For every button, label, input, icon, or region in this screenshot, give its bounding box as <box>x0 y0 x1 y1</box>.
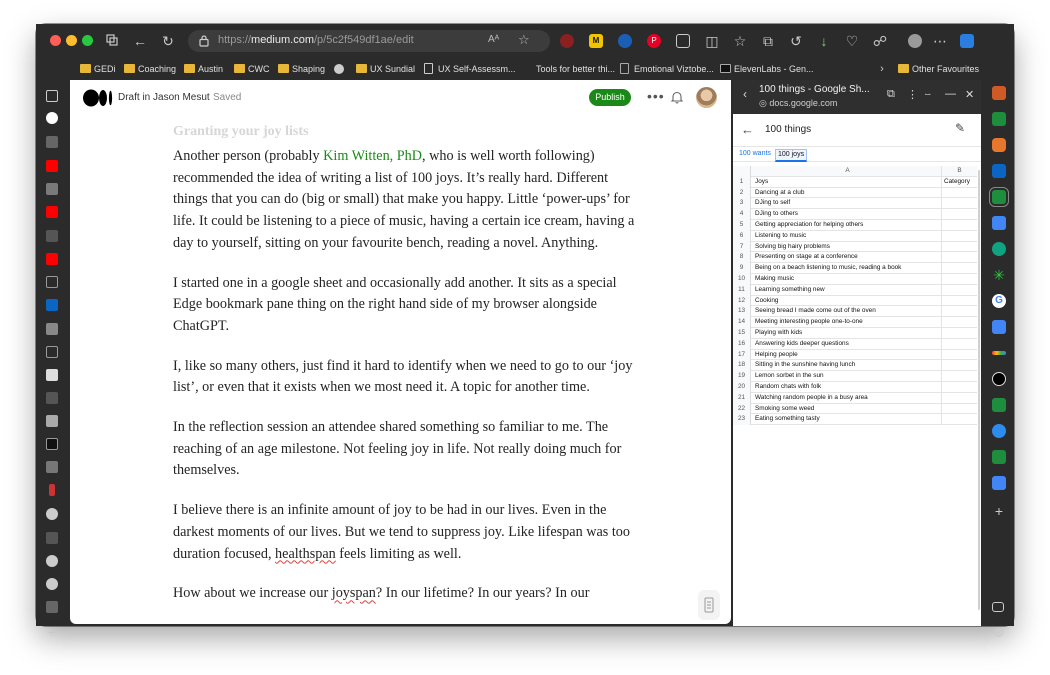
cell-joy[interactable]: Random chats with folk <box>755 382 822 390</box>
cell-category[interactable] <box>941 317 977 328</box>
extension-blue-icon[interactable] <box>618 34 632 48</box>
folder-icon <box>124 64 135 73</box>
profile-avatar[interactable] <box>908 34 922 48</box>
tab-generic[interactable] <box>49 484 55 496</box>
google-sheets-icon[interactable] <box>992 112 1006 126</box>
table-row[interactable] <box>733 177 977 188</box>
sparkle-icon[interactable]: ✳ <box>993 267 1005 283</box>
tab-medium[interactable] <box>46 112 58 124</box>
tab-100-wants[interactable]: 100 wants <box>739 150 771 157</box>
row-number[interactable]: 16 <box>733 339 751 350</box>
cell-joy[interactable]: Cooking <box>755 296 779 304</box>
folder-icon <box>278 64 289 73</box>
minimize-window-button[interactable] <box>66 35 77 46</box>
chatgpt-icon[interactable] <box>992 242 1006 256</box>
extension-red-icon[interactable] <box>560 34 574 48</box>
tab-google[interactable] <box>46 578 58 590</box>
vertical-tabs-strip <box>36 80 68 640</box>
pin-icon[interactable]: ⧿ <box>925 88 931 100</box>
paragraph-2[interactable]: I started one in a google sheet and occasionally add another. It sits as a special Edge bookmark pane thing on the right hand side of my browser alongside ChatGPT. <box>173 274 617 334</box>
cell-joy[interactable]: Seeing bread I made come out of the oven <box>755 307 876 315</box>
tab-actions-icon[interactable] <box>46 90 58 102</box>
cell-joy[interactable]: Playing with kids <box>755 328 803 336</box>
back-arrow-icon[interactable]: ← <box>133 33 147 49</box>
sheet-tabs <box>733 146 981 162</box>
lock-icon <box>198 34 210 47</box>
linkedin-icon[interactable] <box>992 164 1006 178</box>
cell-joy[interactable]: Learning something new <box>755 285 825 293</box>
row-number[interactable]: 5 <box>733 220 751 231</box>
maximize-window-button[interactable] <box>82 35 93 46</box>
tab-google[interactable] <box>46 555 58 567</box>
row-number[interactable]: 7 <box>733 242 751 253</box>
extension-puzzle-icon[interactable] <box>676 34 690 48</box>
google-icon[interactable]: G <box>992 294 1006 308</box>
table-row[interactable] <box>733 371 977 382</box>
column-a-header[interactable]: A <box>845 167 850 174</box>
cell-category[interactable] <box>941 274 977 285</box>
close-window-button[interactable] <box>50 35 61 46</box>
google-sheets-icon[interactable] <box>992 450 1006 464</box>
notification-bell-icon[interactable] <box>670 90 684 104</box>
row-number[interactable]: 13 <box>733 306 751 317</box>
panel-scrollbar[interactable] <box>978 170 980 610</box>
tab-generic[interactable] <box>46 136 58 148</box>
cell-category[interactable] <box>941 404 977 415</box>
cell-category[interactable] <box>941 360 977 371</box>
cell-joy[interactable]: Dancing at a club <box>755 188 805 196</box>
close-icon[interactable]: ✕ <box>965 89 975 101</box>
table-row[interactable] <box>733 220 977 231</box>
tab-generic[interactable] <box>46 601 58 613</box>
spellcheck-word[interactable]: healthspan <box>275 545 336 562</box>
page-icon <box>720 64 731 73</box>
cell-category[interactable] <box>941 263 977 274</box>
bookmark-other-favourites[interactable]: Other Favourites <box>898 61 979 77</box>
cell-category[interactable]: Category <box>941 177 977 188</box>
bookmark-emotional-viztobe[interactable]: Emotional Viztobe... <box>620 61 714 77</box>
minimize-icon[interactable]: — <box>945 88 956 100</box>
row-number[interactable]: 21 <box>733 393 751 404</box>
row-number[interactable]: 6 <box>733 231 751 242</box>
page-icon <box>620 63 629 74</box>
user-avatar[interactable] <box>696 87 717 108</box>
cell-joy[interactable]: Joys <box>755 177 769 185</box>
table-row[interactable] <box>733 274 977 285</box>
cell-category[interactable] <box>941 393 977 404</box>
row-number[interactable]: 4 <box>733 209 751 220</box>
cell-joy[interactable]: Smoking some weed <box>755 404 815 412</box>
row-number[interactable]: 15 <box>733 328 751 339</box>
tab-page[interactable] <box>46 276 58 288</box>
sidebar-panel-header <box>733 80 981 114</box>
edit-pencil-icon[interactable]: ✎ <box>955 121 966 135</box>
favorites-icon[interactable]: ☆ <box>733 33 747 49</box>
table-row[interactable] <box>733 296 977 307</box>
grammar-assistant-icon[interactable] <box>698 590 720 620</box>
bookmark-austin[interactable]: Austin <box>184 61 223 77</box>
draft-location: Draft in Jason Mesut <box>118 92 210 103</box>
cell-joy[interactable]: Making music <box>755 274 795 282</box>
cell-joy[interactable]: Lemon sorbet in the sun <box>755 372 824 380</box>
cell-category[interactable] <box>941 285 977 296</box>
back-arrow-icon[interactable]: ← <box>741 122 754 137</box>
tab-generic[interactable] <box>46 415 58 427</box>
google-docs-icon[interactable] <box>992 476 1006 490</box>
author-link[interactable]: Kim Witten, PhD <box>323 148 423 164</box>
table-row[interactable] <box>733 285 977 296</box>
corner-cell[interactable] <box>733 166 751 177</box>
cell-category[interactable] <box>941 231 977 242</box>
page-icon <box>424 63 433 74</box>
row-number[interactable]: 8 <box>733 252 751 263</box>
tab-page[interactable] <box>46 346 58 358</box>
favorites-bar <box>36 58 1014 80</box>
row-number[interactable]: 10 <box>733 274 751 285</box>
cell-category[interactable] <box>941 414 977 425</box>
google-sheets-icon[interactable] <box>992 398 1006 412</box>
more-options-icon[interactable]: ••• <box>647 88 665 104</box>
cell-joy[interactable]: Watching random people in a busy area <box>755 393 868 401</box>
cell-joy[interactable]: Sitting in the sunshine having lunch <box>755 361 856 369</box>
table-row[interactable] <box>733 242 977 253</box>
downloads-icon[interactable]: ↓ <box>820 33 828 49</box>
tab-generic[interactable] <box>46 323 58 335</box>
tab-google[interactable] <box>46 508 58 520</box>
browser-essentials-icon[interactable]: ☍ <box>872 33 888 49</box>
spellcheck-word[interactable]: joyspan <box>331 585 376 602</box>
cell-joy[interactable]: Getting appreciation for helping others <box>755 220 864 228</box>
cell-category[interactable] <box>941 371 977 382</box>
cell-category[interactable] <box>941 296 977 307</box>
table-row[interactable] <box>733 360 977 371</box>
cell-category[interactable] <box>941 252 977 263</box>
tab-amazon[interactable] <box>46 369 58 381</box>
table-row[interactable] <box>733 188 977 199</box>
paragraph-3[interactable]: I, like so many others, just find it hard to identify when we need to go to our ‘joy list’, or even that it exists when we most need it. A topic for another time. <box>173 357 633 396</box>
row-number[interactable]: 23 <box>733 414 751 425</box>
google-docs-icon[interactable] <box>992 320 1006 334</box>
paragraph-6[interactable]: How about we increase our joyspan? In our lifetime? In our years? In our <box>173 585 590 602</box>
row-number[interactable]: 9 <box>733 263 751 274</box>
cell-joy[interactable]: Listening to music <box>755 231 807 239</box>
tab-image[interactable] <box>46 183 58 195</box>
table-row[interactable] <box>733 306 977 317</box>
tab-youtube[interactable] <box>46 253 58 265</box>
row-number[interactable]: 14 <box>733 317 751 328</box>
sidebar-panel <box>733 80 981 626</box>
tab-generic[interactable] <box>46 392 58 404</box>
bookmark-ux-sundial[interactable]: UX Sundial <box>356 61 415 77</box>
table-row[interactable] <box>733 404 977 415</box>
cell-joy[interactable]: DJing to others <box>755 210 798 218</box>
cell-joy[interactable]: Helping people <box>755 350 798 358</box>
app-icon[interactable] <box>992 351 1006 355</box>
cell-joy[interactable]: Presenting on stage at a conference <box>755 253 858 261</box>
article-body[interactable] <box>173 146 635 623</box>
bookmark-elevenlabs[interactable]: ElevenLabs - Gen... <box>720 61 814 77</box>
cell-category[interactable] <box>941 188 977 199</box>
table-row[interactable] <box>733 339 977 350</box>
title-bar <box>36 24 1014 58</box>
edge-sidebar <box>984 80 1014 640</box>
table-row[interactable] <box>733 209 977 220</box>
cell-category[interactable] <box>941 198 977 209</box>
table-row[interactable] <box>733 350 977 361</box>
medium-logo[interactable] <box>83 89 113 107</box>
history-icon[interactable]: ↺ <box>790 33 802 49</box>
url-text: https://medium.com/p/5c2f549df1ae/edit <box>218 34 414 46</box>
browser-window <box>36 24 1014 640</box>
bookmark-dot-icon[interactable] <box>334 64 344 74</box>
copilot-icon[interactable] <box>960 34 974 48</box>
row-number[interactable]: 3 <box>733 198 751 209</box>
tab-generic[interactable] <box>46 230 58 242</box>
folder-icon <box>80 64 91 73</box>
google-calendar-icon[interactable] <box>992 216 1006 230</box>
bookmark-cwc[interactable]: CWC <box>234 61 270 77</box>
cell-category[interactable] <box>941 306 977 317</box>
sheet-title: 100 things <box>765 124 812 135</box>
cell-joy[interactable]: Being on a beach listening to music, reading a book <box>755 264 902 272</box>
column-header-row <box>733 166 977 177</box>
performance-icon[interactable]: ♡ <box>845 33 859 49</box>
row-number[interactable]: 12 <box>733 296 751 307</box>
table-row[interactable] <box>733 198 977 209</box>
bookmark-shaping[interactable]: Shaping <box>278 61 325 77</box>
table-row[interactable] <box>733 414 977 425</box>
tools-icon[interactable] <box>992 86 1006 100</box>
table-row[interactable] <box>733 317 977 328</box>
read-aloud-icon[interactable]: Aᴬ <box>488 34 500 45</box>
cell-category[interactable] <box>941 339 977 350</box>
panel-domain: ◎ docs.google.com <box>759 98 838 108</box>
cell-category[interactable] <box>941 209 977 220</box>
bookmark-gedi[interactable]: GEDi <box>80 61 116 77</box>
paragraph-1[interactable]: Another person (probably Kim Witten, PhD, who is well worth following) recommended the idea of writing a list of 100 joys. It’s really hard. Different things that you can do (big or small) that make you happy. Little ‘power-ups’ for life. It could be listening to a piece of music, having a certain ice cream, having a day to yourself, sitting on your favourite bench, reading a novel. Anything. <box>173 148 635 251</box>
panel-page-title: 100 things - Google Sh... <box>759 84 870 95</box>
cell-joy[interactable]: Meeting interesting people one-to-one <box>755 318 863 326</box>
tab-generic[interactable] <box>46 532 58 544</box>
paragraph-5[interactable]: I believe there is an infinite amount of joy to be had in our lives. Even in the darkest moments of our lives. But we tend to suppress joy. Like lifespan was too duration focused, healthspan feels limiting as well. <box>173 502 630 562</box>
hide-sidebar-icon[interactable] <box>992 602 1004 612</box>
cell-category[interactable] <box>941 242 977 253</box>
folder-icon <box>234 64 245 73</box>
folder-icon <box>356 64 367 73</box>
paragraph-4[interactable]: In the reflection session an attendee shared something so familiar to me. The reaching of an age milestone. Not feeling joy in life. Not really doing much for themselves. <box>173 419 622 479</box>
table-row[interactable] <box>733 252 977 263</box>
cell-category[interactable] <box>941 382 977 393</box>
row-number[interactable]: 17 <box>733 350 751 361</box>
tab-generic[interactable] <box>46 461 58 473</box>
medium-header <box>70 80 731 120</box>
table-row[interactable] <box>733 263 977 274</box>
column-b-header[interactable]: B <box>941 166 977 177</box>
settings-more-icon[interactable]: ⋯ <box>933 33 947 49</box>
folder-icon <box>184 64 195 73</box>
extension-m-icon[interactable]: M <box>589 34 603 48</box>
open-in-new-tab-icon[interactable]: ⧉ <box>887 88 895 100</box>
row-number[interactable]: 20 <box>733 382 751 393</box>
tab-100-joys[interactable]: 100 joys <box>775 149 807 162</box>
google-sheets-icon[interactable] <box>992 190 1006 204</box>
row-number[interactable]: 11 <box>733 285 751 296</box>
table-row[interactable] <box>733 328 977 339</box>
spreadsheet-grid[interactable] <box>733 166 977 425</box>
row-number[interactable]: 1 <box>733 177 751 188</box>
add-app-icon[interactable]: + <box>994 503 1004 519</box>
favorite-star-icon[interactable]: ☆ <box>518 32 530 47</box>
sheet-header <box>733 114 981 146</box>
table-row[interactable] <box>733 382 977 393</box>
reload-icon[interactable]: ↻ <box>162 33 174 49</box>
publish-button[interactable]: Publish <box>589 89 631 106</box>
cell-joy[interactable]: DJing to self <box>755 199 791 207</box>
app-icon[interactable] <box>992 138 1006 152</box>
split-screen-icon[interactable]: ◫ <box>705 33 719 49</box>
tab-youtube[interactable] <box>46 160 58 172</box>
row-number[interactable]: 2 <box>733 188 751 199</box>
cell-joy[interactable]: Answering kids deeper questions <box>755 339 849 347</box>
bookmark-ux-self-assessment[interactable]: UX Self-Assessm... <box>424 61 516 77</box>
table-row[interactable] <box>733 393 977 404</box>
saved-status: Saved <box>213 92 242 103</box>
chevron-right-icon[interactable]: › <box>880 63 884 75</box>
medium-editor-page <box>70 80 731 624</box>
collections-icon[interactable]: ⧉ <box>763 33 773 49</box>
pinterest-icon[interactable]: P <box>647 34 661 48</box>
row-number[interactable]: 18 <box>733 360 751 371</box>
cell-category[interactable] <box>941 220 977 231</box>
row-number[interactable]: 22 <box>733 404 751 415</box>
faded-section-heading: Granting your joy lists <box>173 124 309 139</box>
folder-icon <box>898 64 909 73</box>
address-bar[interactable] <box>188 30 550 52</box>
app-icon[interactable] <box>992 372 1006 386</box>
cell-joy[interactable]: Eating something tasty <box>755 415 820 423</box>
row-number[interactable]: 19 <box>733 371 751 382</box>
table-row[interactable] <box>733 231 977 242</box>
app-icon[interactable] <box>992 424 1006 438</box>
new-tab-icon[interactable]: + <box>47 624 57 640</box>
workspaces-icon[interactable] <box>104 33 120 49</box>
more-options-icon[interactable]: ⋮ <box>907 89 918 101</box>
back-arrow-icon[interactable]: ‹ <box>743 87 747 101</box>
tab-linkedin[interactable] <box>46 299 58 311</box>
settings-gear-icon[interactable]: ⚙ <box>993 625 1005 640</box>
cell-category[interactable] <box>941 350 977 361</box>
bookmark-coaching[interactable]: Coaching <box>124 61 176 77</box>
cell-joy[interactable]: Solving big hairy problems <box>755 242 830 250</box>
bookmark-tools-better-thinking[interactable]: Tools for better thi... <box>536 64 616 74</box>
tab-youtube[interactable] <box>46 206 58 218</box>
tab-medium[interactable] <box>46 438 58 450</box>
cell-category[interactable] <box>941 328 977 339</box>
